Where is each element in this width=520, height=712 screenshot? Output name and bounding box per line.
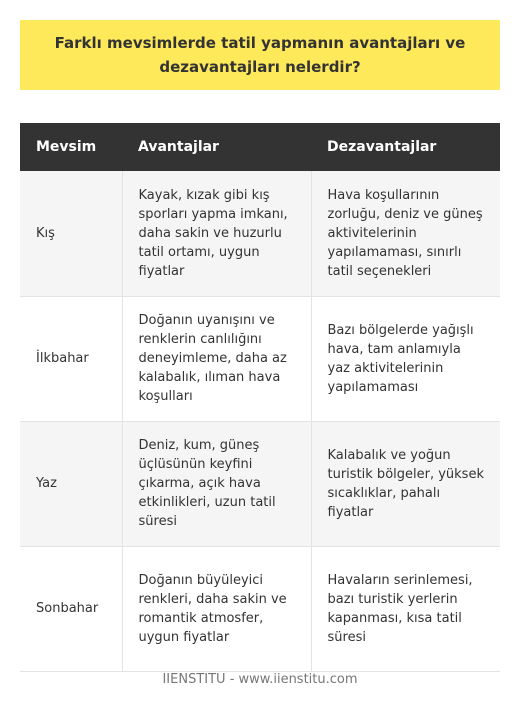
disadvantages-cell: Bazı bölgelerde yağışlı hava, tam anlamıyla yaz aktivitelerinin yapılamaması: [311, 296, 500, 421]
advantages-cell: Doğanın uyanışını ve renklerin canlılığını deneyimleme, daha az kalabalık, ılıman hava koşulları: [122, 296, 311, 421]
title-banner: [20, 20, 500, 90]
header-advantages: Avantajlar: [122, 123, 311, 171]
disadvantages-cell: Hava koşullarının zorluğu, deniz ve güneş aktivitelerinin yapılamaması, sınırlı tatil seçenekleri: [311, 171, 500, 296]
season-cell: Yaz: [20, 421, 122, 546]
advantages-cell: Doğanın büyüleyici renkleri, daha sakin ve romantik atmosfer, uygun fiyatlar: [122, 546, 311, 671]
season-cell: İlkbahar: [20, 296, 122, 421]
disadvantages-cell: Havaların serinlemesi, bazı turistik yerlerin kapanması, kısa tatil süresi: [311, 546, 500, 671]
season-cell: Sonbahar: [20, 546, 122, 671]
table-header-row: [20, 123, 500, 171]
table-row: [20, 296, 500, 421]
table-row: [20, 546, 500, 671]
seasons-table: [20, 123, 500, 672]
page-title: Farklı mevsimlerde tatil yapmanın avantajları ve dezavantajları nelerdir?: [54, 34, 466, 76]
footer-credit: IIENSTITU - www.iienstitu.com: [162, 672, 358, 687]
season-cell: Kış: [20, 171, 122, 296]
table-row: [20, 171, 500, 296]
header-season: Mevsim: [20, 123, 122, 171]
header-disadvantages: Dezavantajlar: [311, 123, 500, 171]
advantages-cell: Kayak, kızak gibi kış sporları yapma imkanı, daha sakin ve huzurlu tatil ortamı, uygun fiyatlar: [122, 171, 311, 296]
table-row: [20, 421, 500, 546]
advantages-cell: Deniz, kum, güneş üçlüsünün keyfini çıkarma, açık hava etkinlikleri, uzun tatil süresi: [122, 421, 311, 546]
disadvantages-cell: Kalabalık ve yoğun turistik bölgeler, yüksek sıcaklıklar, pahalı fiyatlar: [311, 421, 500, 546]
